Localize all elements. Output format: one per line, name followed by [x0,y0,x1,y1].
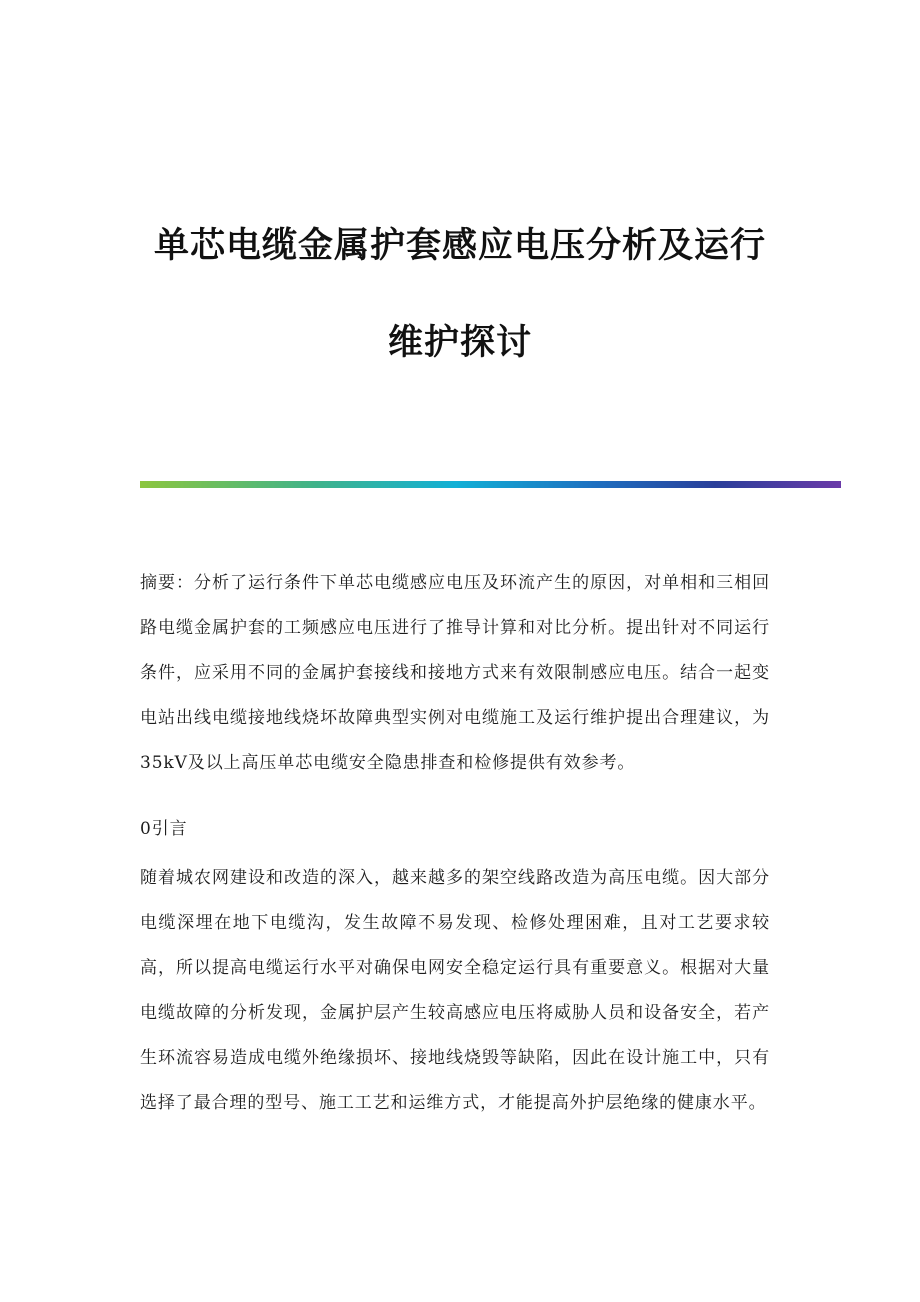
gradient-divider [140,481,841,488]
abstract-paragraph: 摘要：分析了运行条件下单芯电缆感应电压及环流产生的原因，对单相和三相回路电缆金属护套的工频感应电压进行了推导计算和对比分析。提出针对不同运行条件，应采用不同的金属护套接线和接地方式来有效限制感应电压。结合一起变电站出线电缆接地线烧坏故障典型实例对电缆施工及运行维护提出合理建议，为35kV及以上高压单芯电缆安全隐患排查和检修提供有效参考。 [140,573,770,773]
page-title-line-1: 单芯电缆金属护套感应电压分析及运行 [153,226,766,266]
page-title-line-2: 维护探讨 [387,323,532,363]
intro-paragraph: 随着城农网建设和改造的深入，越来越多的架空线路改造为高压电缆。因大部分电缆深埋在地下电缆沟，发生故障不易发现、检修处理困难，且对工艺要求较高，所以提高电缆运行水平对确保电网安全稳定运行具有重要意义。根据对大量电缆故障的分析发现，金属护层产生较高感应电压将威胁人员和设备安全，若产生环流容易造成电缆外绝缘损坏、接地线烧毁等缺陷，因此在设计施工中，只有选择了最合理的型号、施工工艺和运维方式，才能提高外护层绝缘的健康水平。 [140,868,770,1113]
section-heading: 0引言 [140,819,188,839]
